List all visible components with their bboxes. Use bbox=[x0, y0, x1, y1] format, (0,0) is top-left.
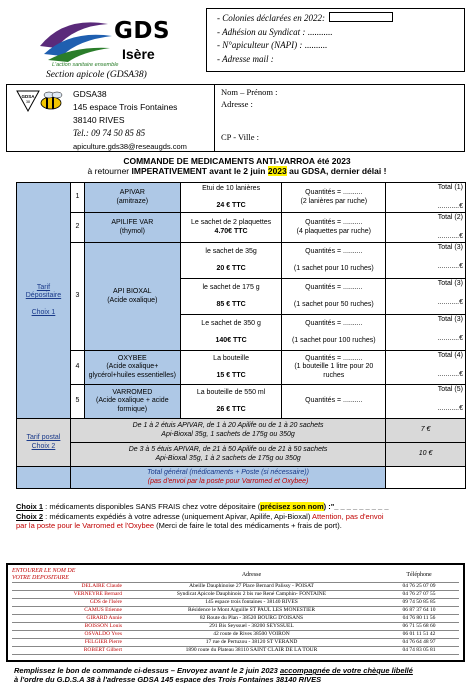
total-bioxal-350[interactable]: Total (3) ...........€ bbox=[386, 315, 466, 351]
grand-total[interactable] bbox=[386, 467, 466, 489]
depositaires-box bbox=[6, 563, 465, 662]
qty-apilife[interactable]: Quantités = .......... (4 plaquettes par ruche) bbox=[282, 213, 386, 243]
svg-text:GDSA: GDSA bbox=[21, 94, 35, 99]
info-email: - Adresse mail : bbox=[217, 53, 274, 64]
address-box bbox=[6, 84, 465, 152]
gdsa-address: GDSA38 145 espace Trois Fontaines 38140 RIVES Tel.: 09 74 50 85 85 apiculture.gds38@reseaugds.com bbox=[73, 89, 187, 151]
table-row: ENTOURER LE NOM DE VOTRE DEPOSITAIRE Adresse Téléphone bbox=[12, 568, 459, 583]
info-colonies: - Colonies déclarées en 2022: bbox=[217, 12, 454, 26]
dep-header: ENTOURER LE NOM DE VOTRE DEPOSITAIRE bbox=[12, 568, 124, 583]
qty-apivar[interactable]: Quantités = .......... (2 lanières par ruche) bbox=[282, 183, 386, 213]
order-title: COMMANDE DE MEDICAMENTS ANTI-VARROA été 2023 bbox=[123, 156, 351, 166]
table-row: 5 VARROMED (Acide oxalique + acide formique) La bouteille de 550 ml 26 € TTC Quantités = .......... Total (5) ...........€ bbox=[17, 385, 466, 419]
table-row[interactable]: ROBERT Gilbert 1890 route du Plateau 38110 SAINT CLAIR DE LA TOUR 04 74 83 05 81 bbox=[12, 647, 459, 655]
table-row bbox=[17, 443, 466, 467]
footer-instructions: Remplissez le bon de commande ci-dessus – Envoyez avant le 2 juin 2023 accompagnée de votre chèque libellé à l'ordre du G.D.S.A 38 à l'adresse GDSA 145 espace des Trois Fontaines 38140 RIVES bbox=[14, 666, 413, 683]
product-apivar: APIVAR (amitraze) bbox=[84, 183, 180, 213]
qty-bioxal-35[interactable]: Quantités = .......... (1 sachet pour 10 ruches) bbox=[282, 243, 386, 279]
field-name[interactable]: Nom – Prénom : bbox=[221, 87, 278, 97]
table-row: 4 OXYBEE (Acide oxalique+ glycérol+huiles essentielles) La bouteille 15 € TTC Quantités = .......... (1 bouteille 1 litre pour 20 ruches Total (4) ...........€ bbox=[17, 351, 466, 385]
order-deadline: à retourner IMPERATIVEMENT avant le 2 juin 2023 au GDSA, dernier délai ! bbox=[87, 166, 387, 176]
colonies-field[interactable] bbox=[329, 12, 393, 22]
info-napi: - N°apiculteur (NAPI) : .......... bbox=[217, 40, 328, 50]
total-apilife[interactable]: Total (2) ...........€ bbox=[386, 213, 466, 243]
postal-option-1: De 1 à 2 étuis APIVAR, de 1 à 20 Apilife ou de 1 à 20 sachets Api-Bioxal 35g, 1 sachets de 175g ou 350g bbox=[70, 419, 385, 443]
tarif-postal-cell: Tarif postal Choix 2 bbox=[17, 419, 71, 467]
grand-total-label: Total général (médicaments + Poste (si nécessaire)) (pas d'envoi par la poste pour Varromed et Oxybee) bbox=[70, 467, 385, 489]
postal-option-2: De 3 à 5 étuis APIVAR, de 21 à 50 Apilife ou de 21 à 50 sachets Api-Bioxal 35g, 1 à 2 sachets de 175g ou 350g bbox=[70, 443, 385, 467]
logo-sub: Isère bbox=[122, 46, 155, 62]
table-row bbox=[17, 467, 466, 489]
table-row[interactable]: CAMUS Etienne Résidence le Mont Aiguille ST PAUL LES MONESTIER 06 87 37 64 10 bbox=[12, 607, 459, 615]
table-row: le sachet de 175 g 85 € TTC Quantités = .......... (1 sachet pour 50 ruches) Total (3) ...........€ bbox=[17, 279, 466, 315]
total-bioxal-175[interactable]: Total (3) ...........€ bbox=[386, 279, 466, 315]
gds-logo bbox=[30, 8, 180, 70]
product-apibioxal: API BIOXAL (Acide oxalique) bbox=[84, 243, 180, 351]
product-apilife: APILIFE VAR (thymol) bbox=[84, 213, 180, 243]
total-bioxal-35[interactable]: Total (3) ...........€ bbox=[386, 243, 466, 279]
qty-oxybee[interactable]: Quantités = .......... (1 bouteille 1 litre pour 20 ruches bbox=[282, 351, 386, 385]
table-row[interactable]: FELGIER Pierre 17 rue de Pertuzou - 38120 ST VERAND 04 76 64 48 97 bbox=[12, 639, 459, 647]
gdsa-email: apiculture.gds38@reseaugds.com bbox=[73, 142, 187, 151]
table-row: 2 APILIFE VAR (thymol) Le sachet de 2 plaquettes 4.70€ TTC Quantités = .......... (4 plaquettes par ruche) Total (2) ...........€ bbox=[17, 213, 466, 243]
qty-bioxal-175[interactable]: Quantités = .......... (1 sachet pour 50 ruches) bbox=[282, 279, 386, 315]
table-row[interactable]: BOISSON Louis 291 Bis Seyssuel - 38200 SEYSSUEL 06 71 55 68 60 bbox=[12, 623, 459, 631]
total-varromed[interactable]: Total (5) ...........€ bbox=[386, 385, 466, 419]
total-oxybee[interactable]: Total (4) ...........€ bbox=[386, 351, 466, 385]
postal-price-1[interactable]: 7 € bbox=[386, 419, 466, 443]
depositaires-table bbox=[12, 568, 459, 655]
gds-logo-swoosh-icon bbox=[34, 10, 114, 62]
table-row[interactable]: GDS de l'Isère 145 espace trois fontaines - 38140 RIVES 09 74 50 85 85 bbox=[12, 599, 459, 607]
choix-1-text: Choix 1 : médicaments disponibles SANS FRAIS chez votre dépositaire (précisez son nom) :"_ _ _ _ _ _ _ _ _ bbox=[16, 502, 389, 511]
table-row[interactable]: DELAIRE Claude Abeille Dauphinoise 27 Place Bernard Palissy - POISAT 04 76 25 07 09 bbox=[12, 583, 459, 591]
customer-fields bbox=[221, 87, 277, 144]
table-row: Tarif Dépositaire Choix 1 1 APIVAR (amitraze) Etui de 10 lanières 24 € TTC Quantités = .......... (2 lanières par ruche) Total (1) ...........€ bbox=[17, 183, 466, 213]
qty-bioxal-350[interactable]: Quantités = .......... (1 sachet pour 100 ruches) bbox=[282, 315, 386, 351]
info-adhesion: - Adhésion au Syndicat : ........... bbox=[217, 26, 333, 37]
tarif-depositaire-cell: Tarif Dépositaire Choix 1 bbox=[17, 183, 71, 419]
order-table bbox=[16, 182, 466, 489]
section-label: Section apicole (GDSA38) bbox=[46, 70, 147, 80]
table-row[interactable]: GIRARD Annie 82 Route du Plan - 38520 BOURG D'OISANS 04 76 80 11 56 bbox=[12, 615, 459, 623]
table-row[interactable]: VERNEYRE Bernard Syndicat Apicole Dauphinois 2 bis rue René Camphin- FONTAINE 04 76 27 07 55 bbox=[12, 591, 459, 599]
qty-varromed[interactable]: Quantités = .......... bbox=[282, 385, 386, 419]
logo-name: GDS bbox=[114, 18, 171, 44]
beekeeper-info-box bbox=[206, 8, 465, 72]
svg-text:38: 38 bbox=[26, 100, 30, 104]
address-divider bbox=[214, 85, 215, 151]
gdsa-phone: Tel.: 09 74 50 85 85 bbox=[73, 128, 146, 138]
gdsa-bee-logo-icon bbox=[13, 89, 69, 119]
choix-2-text: Choix 2 : médicaments expédiés à votre adresse (uniquement Apivar, Apilife, Api-Bioxal) Attention, pas d'envoi par la poste pour le Varromed et l'Oxybee (Merci de faire le total des médicaments + frais de port). bbox=[16, 512, 384, 530]
product-varromed: VARROMED (Acide oxalique + acide formique) bbox=[84, 385, 180, 419]
table-row[interactable]: OSVALDO Yves 42 route de Rives 38500 VOIRON 06 01 11 51 42 bbox=[12, 631, 459, 639]
product-oxybee: OXYBEE (Acide oxalique+ glycérol+huiles essentielles) bbox=[84, 351, 180, 385]
table-row: 3 API BIOXAL (Acide oxalique) le sachet de 35g 20 € TTC Quantités = .......... (1 sachet pour 10 ruches) Total (3) ...........€ bbox=[17, 243, 466, 279]
logo-tagline: L'action sanitaire ensemble bbox=[52, 62, 119, 68]
field-address[interactable]: Adresse : bbox=[221, 98, 253, 109]
total-apivar[interactable]: Total (1) ...........€ bbox=[386, 183, 466, 213]
table-row bbox=[17, 419, 466, 443]
field-cp-ville[interactable]: CP - Ville : bbox=[221, 132, 259, 142]
table-row: Le sachet de 350 g 140€ TTC Quantités = .......... (1 sachet pour 100 ruches) Total (3) ...........€ bbox=[17, 315, 466, 351]
postal-price-2[interactable]: 10 € bbox=[386, 443, 466, 467]
